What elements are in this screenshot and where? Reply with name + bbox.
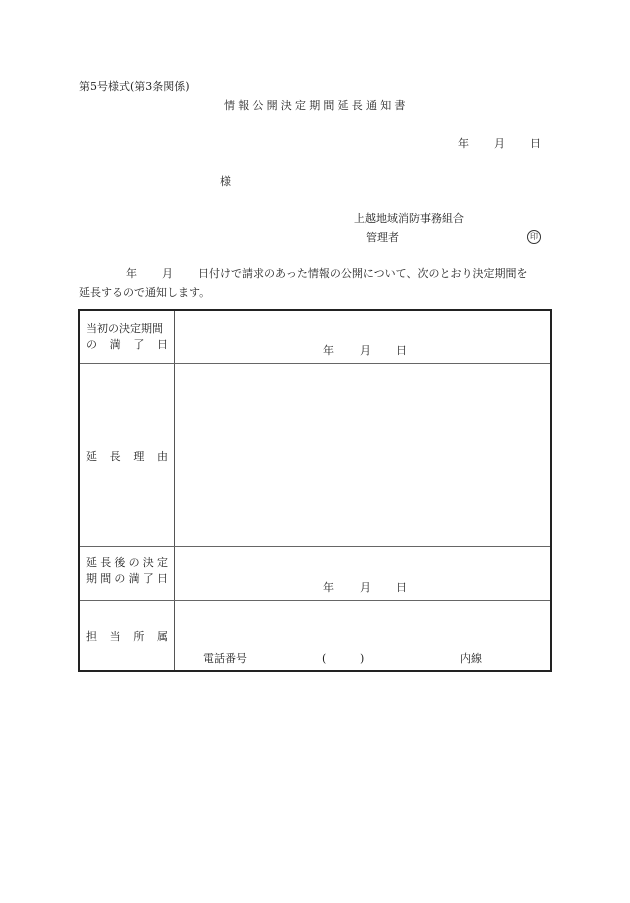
label-char: 間 [100, 572, 112, 585]
sender-title: 管理者 [366, 231, 399, 244]
extension-reason-label [86, 449, 168, 465]
row-divider [80, 600, 550, 601]
extension-reason-field[interactable] [176, 365, 550, 545]
label-char: 由 [156, 450, 168, 463]
original-deadline-month[interactable]: 月 [360, 344, 371, 357]
label-char: 延 [86, 450, 97, 463]
label-char: 決 [142, 556, 154, 569]
date-month-label: 月 [494, 137, 505, 150]
document-title: 情報公開決定期間延長通知書 [224, 99, 409, 112]
date-day-label: 日 [530, 137, 541, 150]
label-char: 了 [133, 338, 145, 351]
label-char: 了 [142, 572, 154, 585]
column-divider [174, 311, 175, 670]
date-year-label: 年 [458, 137, 469, 150]
new-deadline-month[interactable]: 月 [360, 581, 371, 594]
label-char: 長 [100, 556, 112, 569]
form-number: 第5号様式(第3条関係) [79, 80, 190, 93]
row-divider [80, 363, 550, 364]
label-line2 [86, 337, 168, 353]
label-char: 延 [86, 556, 97, 569]
addressee-suffix: 様 [220, 175, 231, 188]
label-char: 当 [109, 630, 121, 643]
label-line1 [86, 555, 168, 571]
label-char: 属 [156, 630, 168, 643]
label-char: の [86, 338, 97, 351]
new-deadline-year[interactable]: 年 [323, 581, 334, 594]
extension-details-table [78, 309, 552, 672]
body-month-label: 月 [162, 267, 173, 280]
label-char: 日 [156, 572, 168, 585]
original-deadline-year[interactable]: 年 [323, 344, 334, 357]
sender-organization: 上越地域消防事務組合 [354, 212, 464, 225]
phone-number-label: 電話番号 [203, 652, 247, 665]
body-line1-text: 日付けで請求のあった情報の公開について、次のとおり決定期間を [198, 267, 528, 280]
label-char: の [114, 572, 126, 585]
label-char: 満 [128, 572, 140, 585]
body-line2-text: 延長するので通知します。 [79, 286, 211, 299]
row-divider [80, 546, 550, 547]
new-deadline-label [86, 555, 168, 587]
label-char: 定 [156, 556, 168, 569]
label-char: 後 [114, 556, 126, 569]
label-line1: 当初の決定期間 [86, 322, 163, 335]
label-char: 期 [86, 572, 97, 585]
new-deadline-day[interactable]: 日 [396, 581, 407, 594]
original-deadline-day[interactable]: 日 [396, 344, 407, 357]
label-line2 [86, 571, 168, 587]
label-char: 所 [133, 630, 145, 643]
seal-icon: 印 [527, 230, 541, 244]
label-char: の [128, 556, 140, 569]
body-year-label: 年 [126, 267, 137, 280]
area-code-close-paren: ) [360, 652, 365, 665]
label-char: 長 [109, 450, 121, 463]
extension-label: 内線 [460, 652, 482, 665]
label-char: 理 [133, 450, 145, 463]
contact-department-label [86, 629, 168, 645]
label-char: 満 [109, 338, 121, 351]
label-char: 担 [86, 630, 97, 643]
label-char: 日 [156, 338, 168, 351]
area-code-open-paren: ( [322, 652, 327, 665]
original-deadline-label [86, 321, 168, 353]
